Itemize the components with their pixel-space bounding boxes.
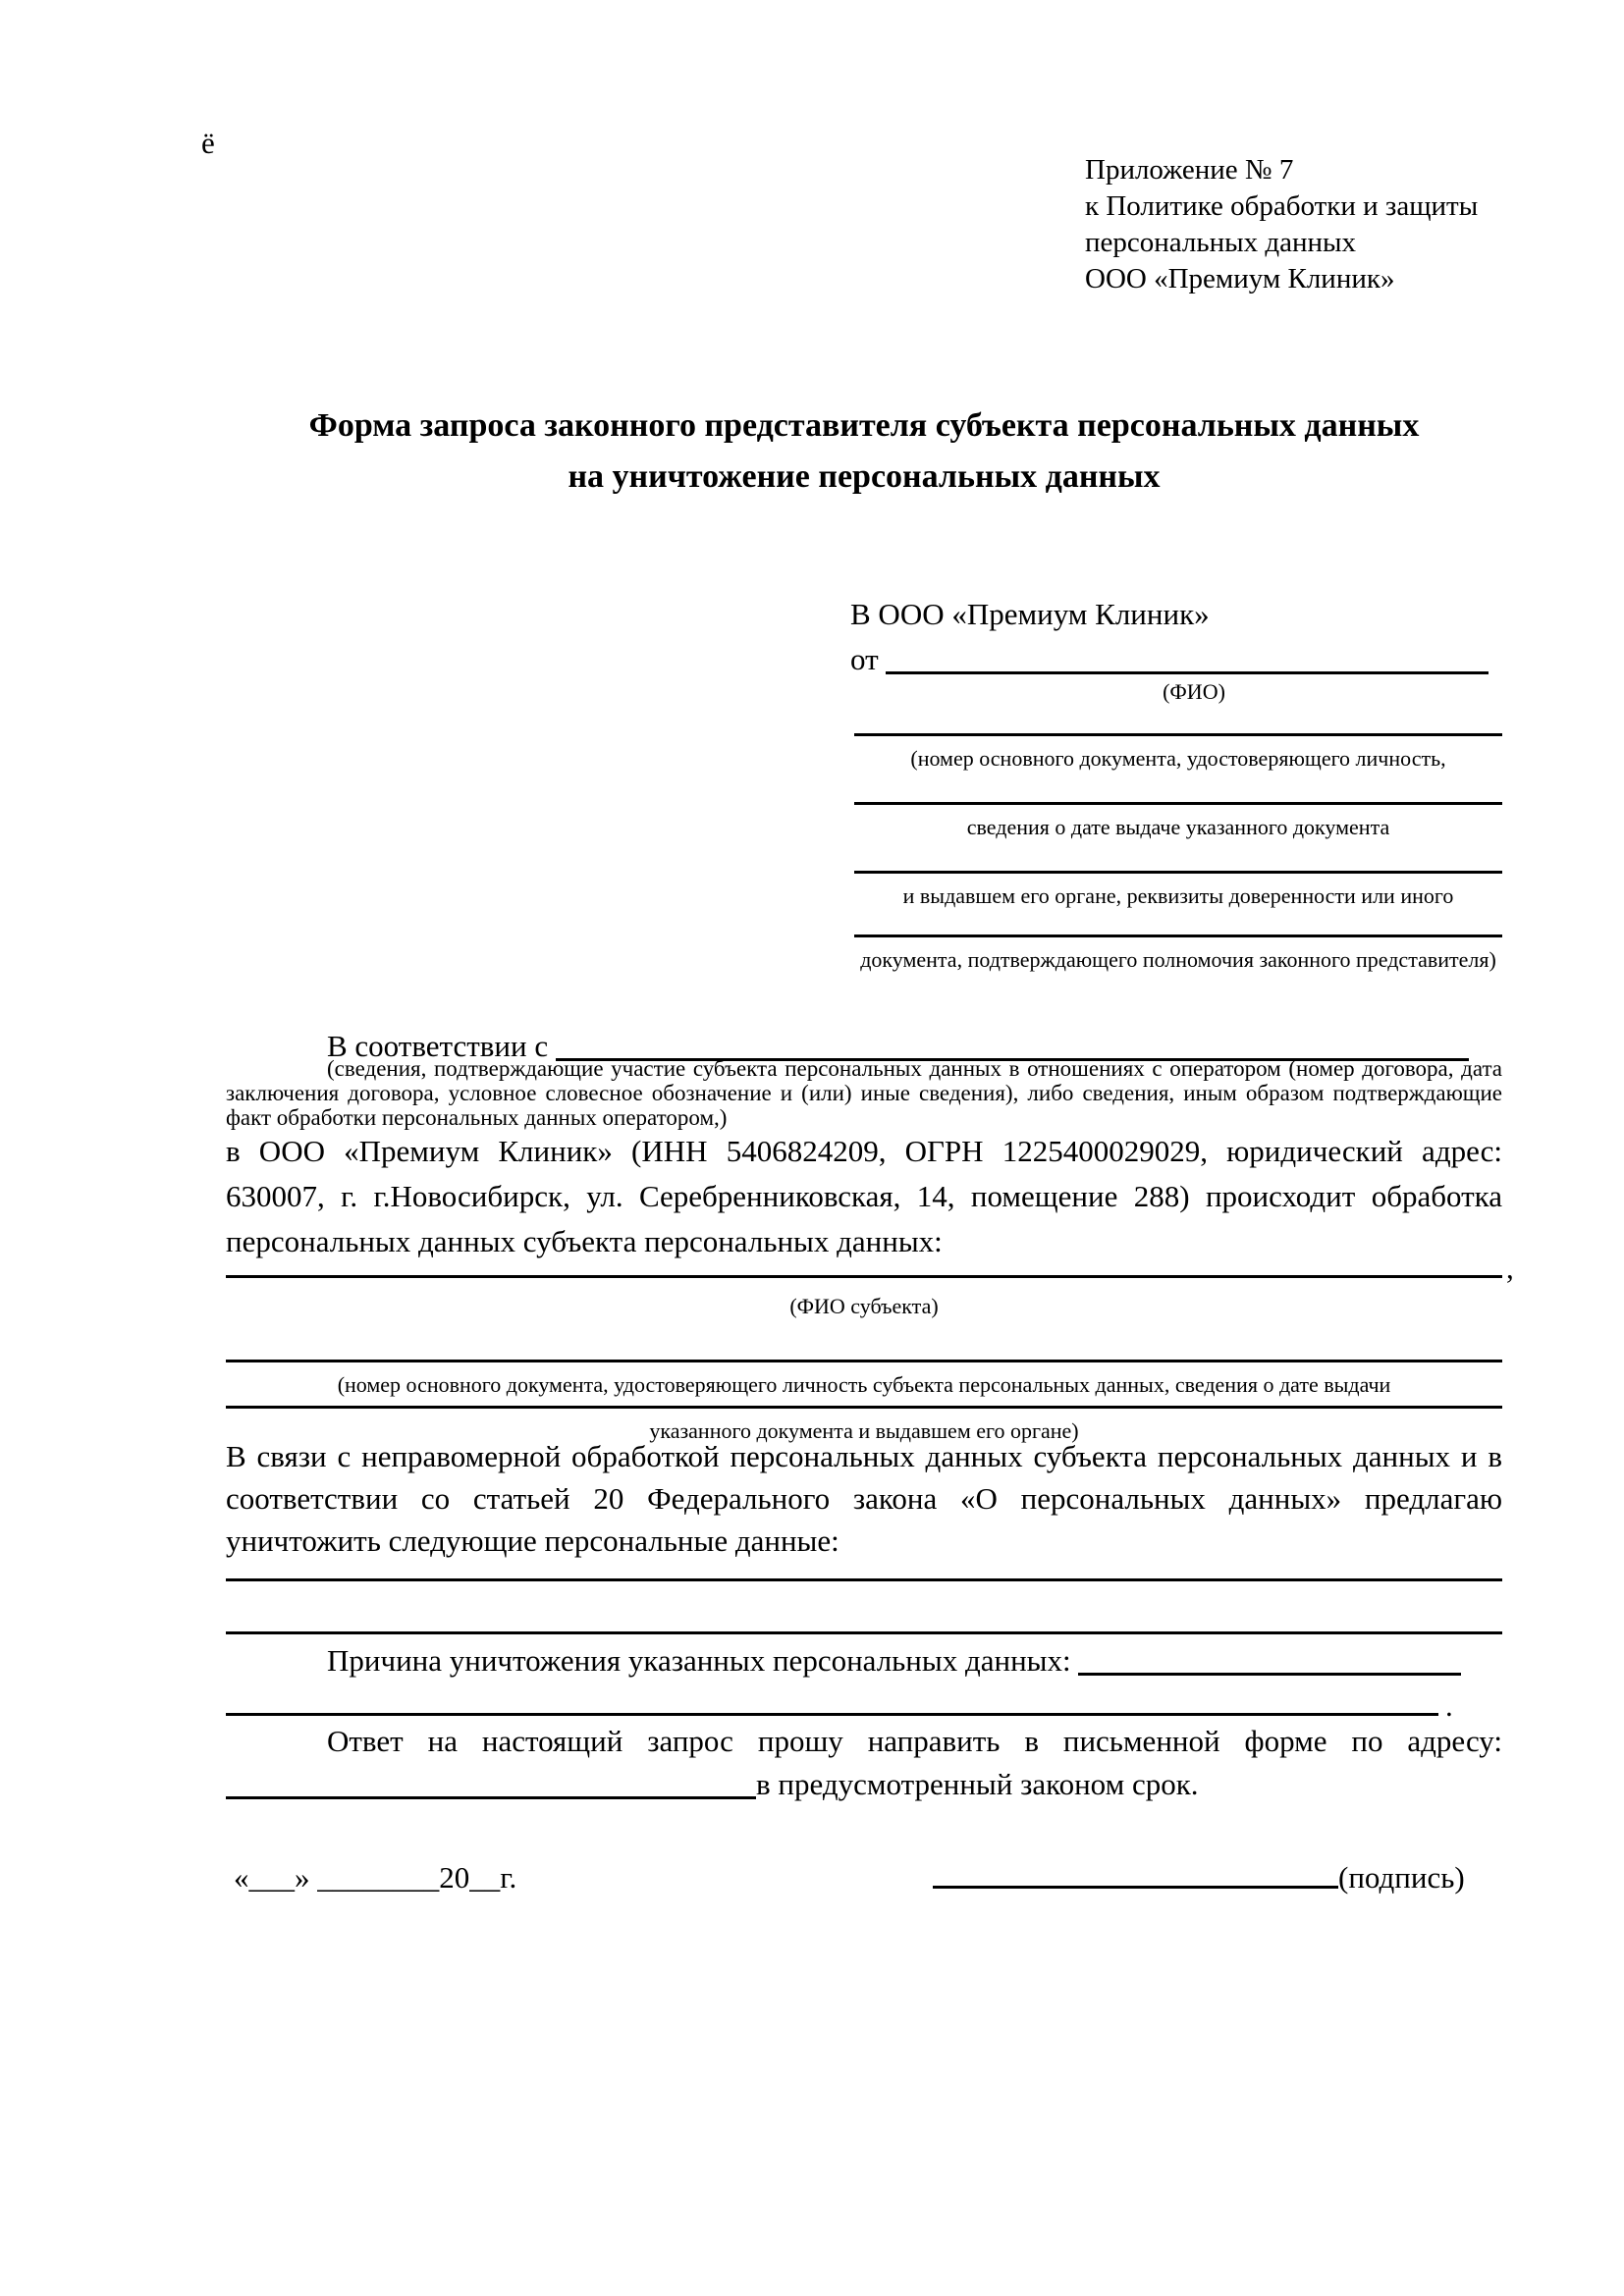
- accordance-label: В соответствии с: [327, 1029, 549, 1063]
- appendix-line: ООО «Премиум Клиник»: [1085, 263, 1395, 294]
- doc-caption: сведения о дате выдаче указанного документа: [966, 815, 1390, 839]
- blank-line: [854, 733, 1502, 736]
- fio-caption: (ФИО): [1163, 679, 1225, 704]
- stray-char: ё: [201, 126, 215, 160]
- reason-label: Причина уничтожения указанных персональных данных:: [327, 1643, 1071, 1678]
- reason-blank-line-2: [226, 1713, 1438, 1716]
- reply-address-blank-line: [226, 1794, 756, 1799]
- reply-suffix: в предусмотренный законом срок.: [756, 1767, 1199, 1801]
- demand-paragraph: В связи с неправомерной обработкой персональных данных субъекта персональных данных и в соответствии со статьей 20 Федерального закона «О персональных данных» предлагаю уничтожить следующие персональные данные:: [226, 1439, 1502, 1558]
- addressee-to: В ООО «Премиум Клиник»: [850, 597, 1210, 631]
- appendix-line: Приложение № 7: [1085, 154, 1294, 186]
- empty-blank-line: [226, 1578, 1502, 1581]
- doc-caption: и выдавшем его органе, реквизиты доверенности или иного: [902, 883, 1454, 908]
- subject-doc-blank-line: [226, 1360, 1502, 1362]
- appendix-line: персональных данных: [1085, 227, 1357, 258]
- title-line-1: Форма запроса законного представителя субъекта персональных данных: [308, 407, 1420, 444]
- blank-line: [854, 871, 1502, 874]
- reply-sentence: Ответ на настоящий запрос прошу направить в письменной форме по адресу:: [327, 1724, 1502, 1758]
- title-line-2: на уничтожение персональных данных: [568, 458, 1161, 495]
- date-field: «___» ________20__г.: [234, 1860, 517, 1895]
- reason-row: [327, 1641, 1502, 1681]
- appendix-line: к Политике обработки и защиты: [1085, 190, 1479, 222]
- signature-caption: (подпись): [1338, 1860, 1465, 1895]
- doc-caption: документа, подтверждающего полномочия законного представителя): [860, 947, 1496, 972]
- trailing-comma: ,: [1506, 1251, 1514, 1285]
- signature-line: [933, 1886, 1338, 1889]
- blank-line: [854, 802, 1502, 805]
- subject-doc-caption: (номер основного документа, удостоверяющего личность субъекта персональных данных, сведения о дате выдачи: [337, 1372, 1391, 1397]
- subject-doc-caption: указанного документа и выдавшем его органе): [649, 1418, 1079, 1443]
- subject-fio-caption: (ФИО субъекта): [789, 1294, 939, 1318]
- reason-blank-line: [1078, 1671, 1461, 1676]
- doc-caption: (номер основного документа, удостоверяющего личность,: [910, 746, 1446, 771]
- reply-row2: [226, 1765, 1502, 1804]
- subject-doc-blank-line: [226, 1406, 1502, 1409]
- subject-fio-blank-line: [226, 1275, 1502, 1278]
- blank-line: [854, 934, 1502, 937]
- accordance-caption: (сведения, подтверждающие участие субъекта персональных данных в отношениях с оператором (номер договора, дата заключения договора, условное словесное обозначение и (или) иные сведения), либо сведения, иным образом подтверждающие факт обработки персональных данных оператором,): [226, 1056, 1502, 1130]
- from-row: [850, 640, 1502, 679]
- document-title: [226, 400, 1502, 503]
- trailing-period: .: [1445, 1688, 1453, 1723]
- empty-blank-line: [226, 1631, 1502, 1634]
- from-blank-line: [886, 669, 1489, 674]
- from-label: от: [850, 642, 879, 676]
- operator-paragraph: в ООО «Премиум Клиник» (ИНН 5406824209, ОГРН 1225400029029, юридический адрес: 630007, г. г.Новосибирск, ул. Серебренниковская, 14, помещение 288) происходит обработка персональных данных субъекта персональных данных:: [226, 1134, 1502, 1258]
- appendix-block: [1085, 152, 1537, 297]
